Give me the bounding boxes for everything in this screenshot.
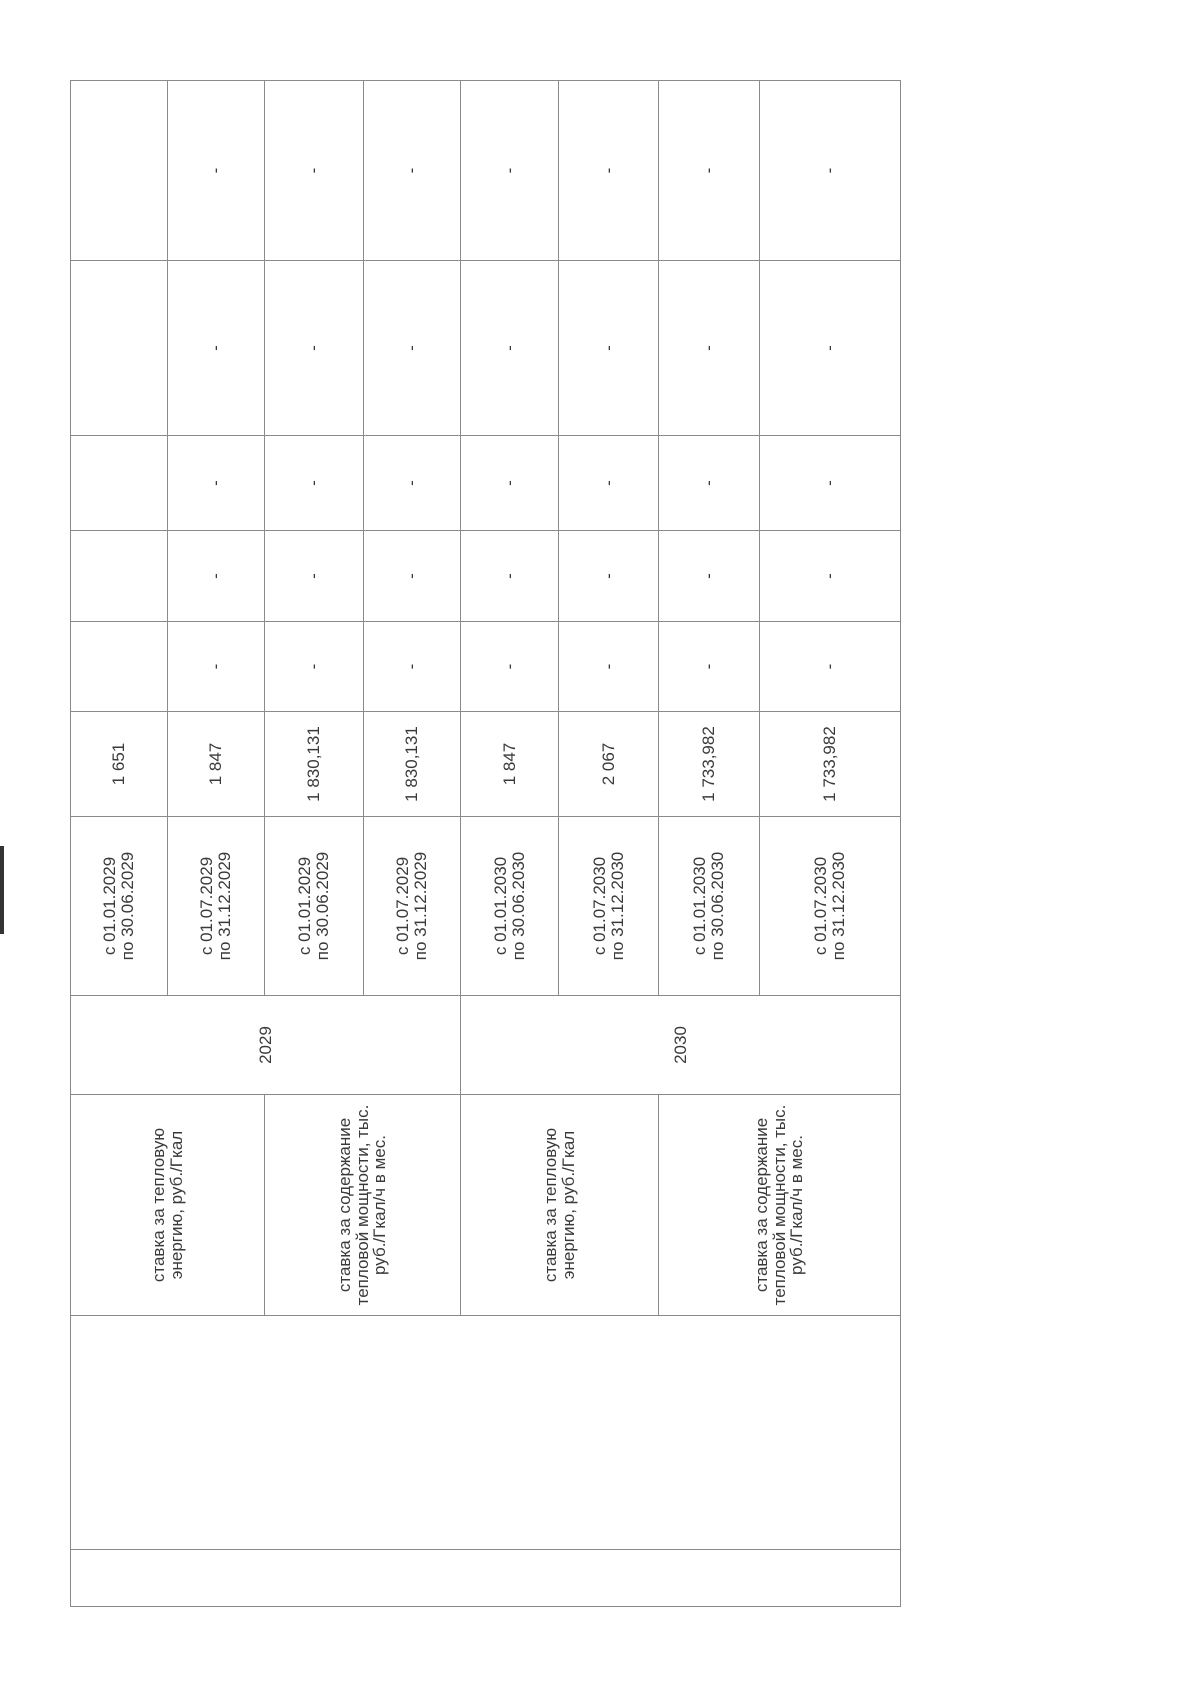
period-cell	[364, 817, 461, 996]
extra-cell: -	[659, 531, 760, 622]
extra-cell	[71, 81, 168, 261]
extra-cell: -	[364, 531, 461, 622]
period-to: по 30.06.2030	[708, 851, 727, 961]
period-to: по 31.12.2030	[607, 851, 627, 961]
extra-cell	[71, 261, 168, 436]
extra-cell: -	[265, 531, 364, 622]
period-from: с 01.01.2029	[295, 856, 315, 956]
rate-type-cell: ставка за тепловую энергию, руб./Гкал	[461, 1095, 659, 1316]
extra-cell: -	[168, 261, 265, 436]
blank-cell-left	[71, 1316, 901, 1550]
extra-cell: -	[265, 436, 364, 531]
extra-cell: -	[760, 261, 901, 436]
period-to: по 30.06.2029	[118, 851, 137, 961]
period-cell	[659, 817, 760, 996]
rate-type-cell: ставка за содержание тепловой мощности, тыс. руб./Гкал/ч в мес.	[265, 1095, 461, 1316]
tariff-value: 1 651	[71, 712, 168, 817]
tariff-value: 1 847	[461, 712, 559, 817]
extra-cell: -	[461, 622, 559, 712]
period-cell	[265, 817, 364, 996]
extra-cell: -	[364, 81, 461, 261]
extra-cell: -	[265, 81, 364, 261]
period-from: с 01.01.2029	[100, 856, 120, 956]
extra-cell: -	[559, 81, 659, 261]
extra-cell: -	[760, 531, 901, 622]
period-to: по 31.12.2030	[829, 851, 848, 961]
period-from: с 01.07.2030	[811, 856, 831, 956]
period-from: с 01.01.2030	[690, 856, 710, 956]
period-from: с 01.07.2029	[393, 856, 413, 956]
extra-cell	[71, 622, 168, 712]
tariff-value: 1 847	[168, 712, 265, 817]
rate-type-cell: ставка за тепловую энергию, руб./Гкал	[71, 1095, 265, 1316]
extra-cell: -	[559, 261, 659, 436]
extra-cell: -	[559, 622, 659, 712]
extra-cell: -	[659, 81, 760, 261]
rotated-table-container	[70, 80, 900, 1607]
tariff-value: 1 733,982	[760, 712, 901, 817]
extra-cell	[71, 436, 168, 531]
extra-cell: -	[559, 436, 659, 531]
extra-cell: -	[659, 622, 760, 712]
extra-cell: -	[168, 81, 265, 261]
year-cell: 2029	[71, 996, 461, 1095]
tariff-value: 2 067	[559, 712, 659, 817]
period-cell	[71, 817, 168, 996]
period-from: с 01.07.2029	[197, 856, 217, 956]
tariff-value: 1 830,131	[364, 712, 461, 817]
extra-cell	[71, 531, 168, 622]
tariff-table-frame	[70, 80, 900, 1607]
extra-cell: -	[659, 436, 760, 531]
period-to: по 31.12.2029	[411, 851, 430, 961]
extra-cell: -	[168, 436, 265, 531]
extra-cell: -	[461, 436, 559, 531]
period-from: с 01.07.2030	[589, 856, 609, 956]
extra-cell: -	[760, 436, 901, 531]
period-cell	[559, 817, 659, 996]
period-to: по 31.12.2029	[215, 851, 234, 961]
extra-cell: -	[760, 622, 901, 712]
period-cell	[760, 817, 901, 996]
period-to: по 30.06.2029	[313, 851, 332, 961]
extra-cell: -	[364, 436, 461, 531]
extra-cell: -	[265, 261, 364, 436]
period-cell	[168, 817, 265, 996]
extra-cell: -	[168, 531, 265, 622]
page-margin-mark	[0, 846, 4, 934]
extra-cell: -	[168, 622, 265, 712]
blank-cell-bottom	[71, 1550, 901, 1607]
extra-cell: -	[461, 531, 559, 622]
extra-cell: -	[461, 261, 559, 436]
extra-cell: -	[364, 622, 461, 712]
rate-type-cell: ставка за содержание тепловой мощности, тыс. руб./Гкал/ч в мес.	[659, 1095, 901, 1316]
extra-cell: -	[265, 622, 364, 712]
period-to: по 30.06.2030	[508, 851, 528, 961]
tariff-value: 1 830,131	[265, 712, 364, 817]
tariff-value: 1 733,982	[659, 712, 760, 817]
period-cell	[461, 817, 559, 996]
extra-cell: -	[364, 261, 461, 436]
extra-cell: -	[659, 261, 760, 436]
year-cell: 2030	[461, 996, 901, 1095]
extra-cell: -	[760, 81, 901, 261]
tariff-table	[70, 80, 901, 1607]
period-from: с 01.01.2030	[490, 856, 510, 956]
extra-cell: -	[461, 81, 559, 261]
table-row	[71, 81, 168, 1607]
extra-cell: -	[559, 531, 659, 622]
